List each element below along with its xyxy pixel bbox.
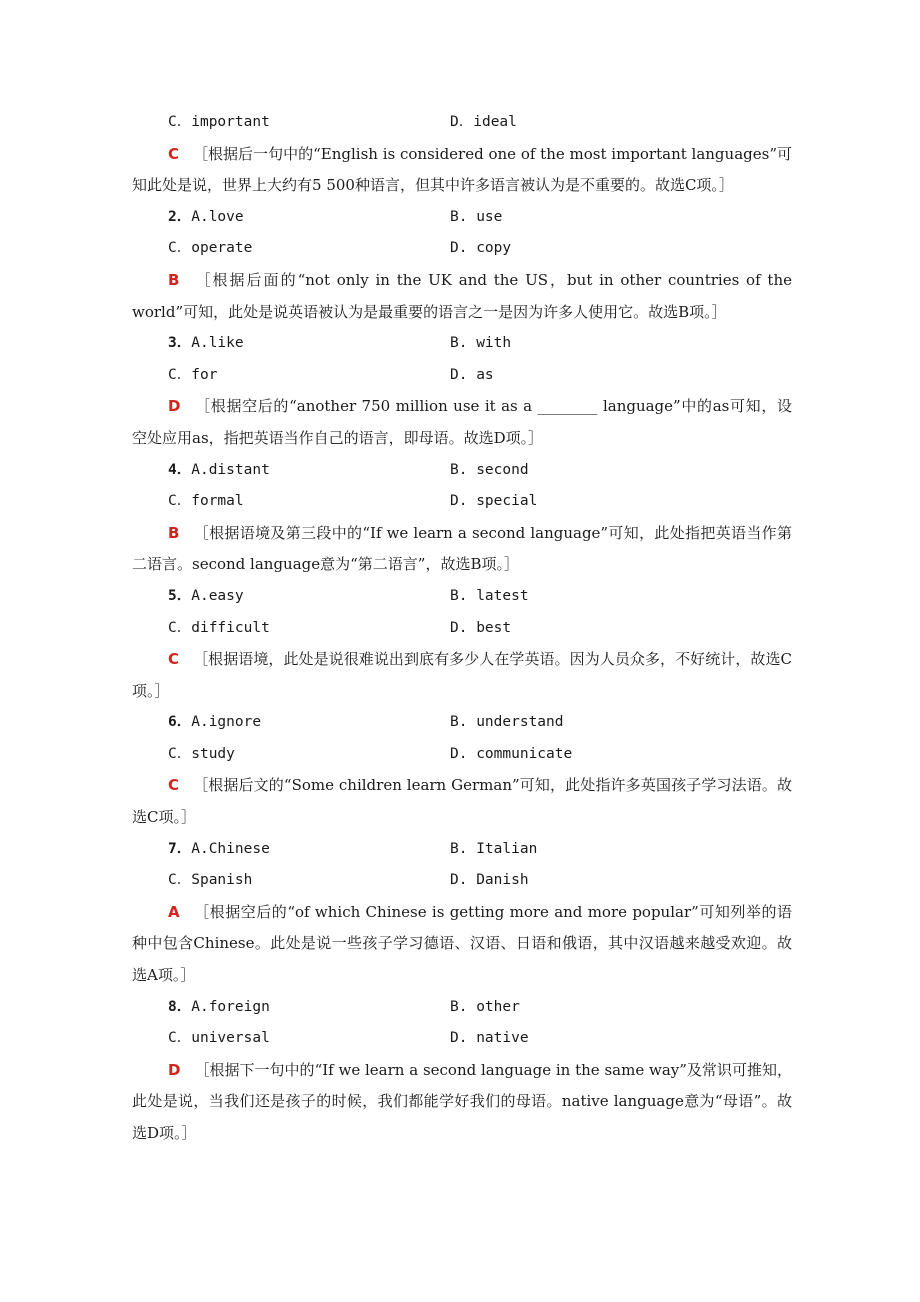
explanation-2 bbox=[132, 265, 792, 328]
option-b: B. Italian bbox=[450, 840, 538, 857]
question-number: 3． bbox=[168, 335, 192, 352]
answer-letter: B bbox=[168, 523, 180, 542]
answer-letter: A bbox=[168, 902, 180, 921]
explanation-text: ［根据后面的“not only in the UK and the US，but in other countries of the world”可知，此处是说英语被认为是最重要的语言之一是因为许多人使用它。故选B项。］ bbox=[132, 270, 792, 321]
option-c: C．Spanish bbox=[168, 872, 253, 889]
options-row-8-ab bbox=[132, 992, 792, 1024]
option-d: D. communicate bbox=[450, 745, 573, 762]
option-c: C．formal bbox=[168, 493, 244, 510]
question-number: 4． bbox=[168, 461, 192, 478]
options-row-2-ab bbox=[132, 202, 792, 234]
explanation-text: ［根据语境，此处是说很难说出到底有多少人在学英语。因为人员众多，不好统计，故选C项。］ bbox=[132, 650, 792, 700]
explanation-5 bbox=[132, 644, 792, 707]
question-number: 5． bbox=[168, 587, 192, 604]
options-row-5-ab bbox=[132, 581, 792, 613]
explanation-text: ［根据空后的“another 750 million use it as a ________ language”中的as可知，设空处应用as，指把英语当作自己的语言，即母语。故选D项。］ bbox=[132, 397, 792, 447]
explanation-7 bbox=[132, 897, 792, 992]
option-a: A.like bbox=[191, 335, 244, 352]
options-row-8-cd bbox=[132, 1023, 792, 1055]
option-c: C．universal bbox=[168, 1030, 270, 1047]
explanation-text: ［根据后文的“Some children learn German”可知，此处指许多英国孩子学习法语。故选C项。］ bbox=[132, 776, 792, 827]
option-a: A.love bbox=[191, 208, 244, 225]
explanation-6 bbox=[132, 770, 792, 833]
options-row-6-ab bbox=[132, 707, 792, 739]
options-row-5-cd bbox=[132, 613, 792, 645]
explanation-text: ［根据语境及第三段中的“If we learn a second language”可知，此处指把英语当作第二语言。second language意为“第二语言”，故选B项。］ bbox=[132, 523, 792, 574]
explanation-3 bbox=[132, 391, 792, 454]
options-row-7-ab bbox=[132, 834, 792, 866]
explanation-4 bbox=[132, 518, 792, 581]
options-row-4-ab bbox=[132, 455, 792, 487]
option-c: C．operate bbox=[168, 240, 253, 257]
option-d: D. special bbox=[450, 493, 538, 510]
question-number: 6． bbox=[168, 714, 192, 731]
document-page bbox=[132, 107, 792, 1150]
option-a: A.distant bbox=[191, 461, 270, 478]
option-c: C．important bbox=[168, 114, 270, 130]
option-b: B. second bbox=[450, 461, 529, 478]
question-number: 2． bbox=[168, 208, 192, 225]
option-a: A.easy bbox=[191, 587, 244, 604]
explanation-1 bbox=[132, 139, 792, 202]
question-number: 8． bbox=[168, 998, 192, 1015]
answer-letter: C bbox=[168, 776, 180, 795]
options-row-4-cd bbox=[132, 486, 792, 518]
option-c: C．for bbox=[168, 366, 218, 383]
options-row-1-cd bbox=[132, 107, 792, 139]
answer-letter: C bbox=[168, 650, 180, 669]
option-d: D. Danish bbox=[450, 872, 529, 889]
explanation-text: ［根据后一句中的“English is considered one of the most important languages”可知此处是说，世界上大约有5 500种语言，但其中许多语言被认为是不重要的。故选C项。］ bbox=[132, 144, 792, 195]
option-d: D. as bbox=[450, 366, 494, 383]
option-d: D. copy bbox=[450, 240, 512, 257]
options-row-3-cd bbox=[132, 360, 792, 392]
option-c: C．study bbox=[168, 745, 235, 762]
answer-letter: C bbox=[168, 144, 180, 163]
option-b: B. other bbox=[450, 998, 520, 1015]
option-b: B. latest bbox=[450, 587, 529, 604]
option-b: B. use bbox=[450, 208, 503, 225]
options-row-2-cd bbox=[132, 233, 792, 265]
options-row-7-cd bbox=[132, 865, 792, 897]
options-row-6-cd bbox=[132, 739, 792, 771]
option-b: B. with bbox=[450, 335, 512, 352]
option-c: C．difficult bbox=[168, 619, 270, 636]
answer-letter: D bbox=[168, 1060, 181, 1079]
explanation-8 bbox=[132, 1055, 792, 1150]
explanation-text: ［根据下一句中的“If we learn a second language in the same way”及常识可推知，此处是说，当我们还是孩子的时候，我们都能学好我们的母语。native language意为“母语”。故选D项。］ bbox=[132, 1060, 792, 1142]
explanation-text: ［根据空后的“of which Chinese is getting more and more popular”可知列举的语种中包含Chinese。此处是说一些孩子学习德语、汉语、日语和俄语，其中汉语越来越受欢迎。故选A项。］ bbox=[132, 902, 792, 985]
option-a: A.Chinese bbox=[191, 840, 270, 857]
answer-letter: D bbox=[168, 397, 181, 416]
option-d: D．ideal bbox=[450, 114, 517, 130]
options-row-3-ab bbox=[132, 328, 792, 360]
option-a: A.foreign bbox=[191, 998, 270, 1015]
option-d: D. native bbox=[450, 1030, 529, 1047]
question-number: 7． bbox=[168, 840, 192, 857]
answer-letter: B bbox=[168, 270, 180, 289]
option-a: A.ignore bbox=[191, 714, 262, 731]
option-d: D. best bbox=[450, 619, 512, 636]
option-b: B. understand bbox=[450, 714, 564, 731]
